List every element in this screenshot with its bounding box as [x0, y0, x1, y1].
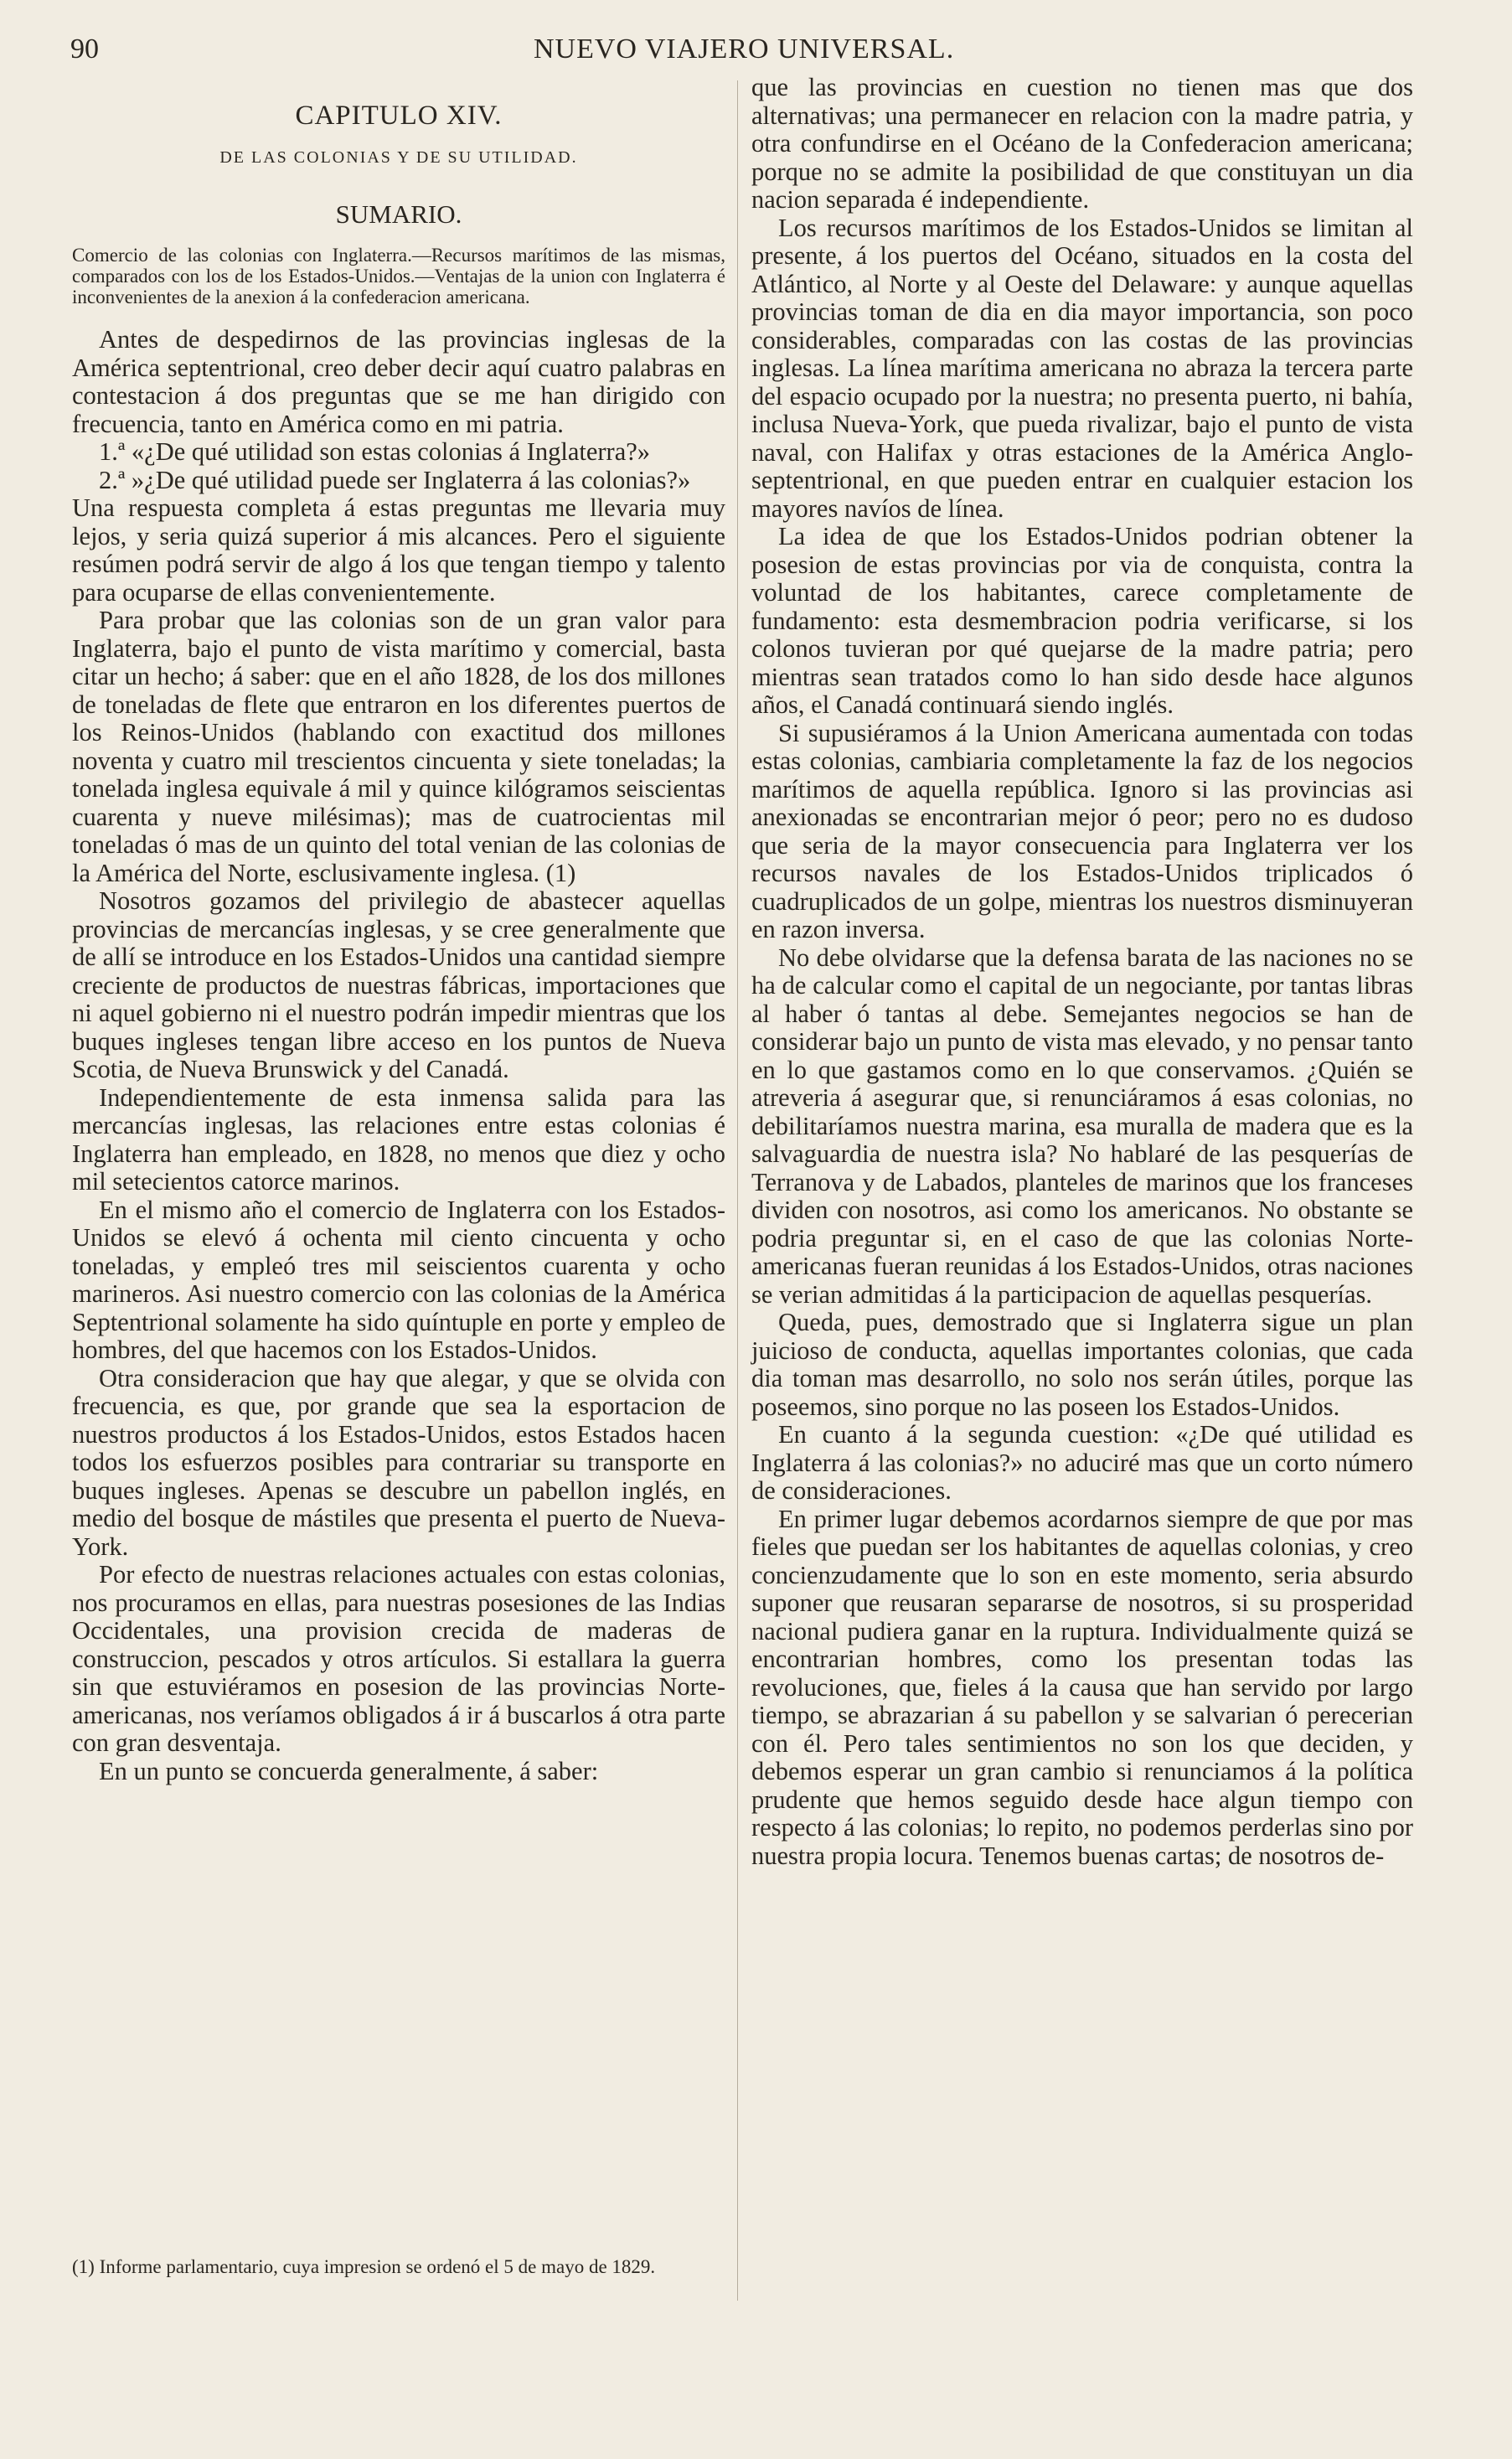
paragraph: Si supusiéramos á la Union Americana aumentada con todas estas colonias, cambiaria completamente la faz de los negocios marítimos de aquella república. Ignoro si las provincias asi anexionadas se encontrarian mejor ó peor; pero no es dudoso que seria de la mayor consecuencia para Inglaterra ver los recursos navales de los Estados-Unidos triplicados ó cuadruplicados de un golpe, mientras los nuestros disminuyeran en razon inversa.	[751, 718, 1413, 943]
paragraph: En el mismo año el comercio de Inglaterra con los Estados-Unidos se elevó á ochenta mil ciento cincuenta y ocho toneladas, y empleó tres mil seiscientos cuarenta y ocho marineros. Asi nuestro comercio con las colonias de la América Septentrional solamente ha sido quíntuple en porte y empleo de hombres, del que hacemos con los Estados-Unidos.	[72, 1195, 725, 1364]
sumario-text: Comercio de las colonias con Inglaterra.—Recursos marítimos de las mismas, comparados con los de los Estados-Unidos.—Ventajas de la union con Inglaterra é inconvenientes de la anexion á la confederacion americana.	[72, 245, 725, 307]
running-title: NUEVO VIAJERO UNIVERSAL.	[534, 34, 955, 65]
sumario-title: SUMARIO.	[335, 199, 462, 229]
footnote: (1) Informe parlamentario, cuya impresion se ordenó el 5 de mayo de 1829.	[72, 2256, 656, 2277]
chapter-title: CAPITULO XIV.	[295, 101, 503, 131]
paragraph: La idea de que los Estados-Unidos podrian obtener la posesion de estas provincias por via de conquista, contra la voluntad de los habitantes, carece completamente de fundamento: esta desmembracion podria verificarse, si los colonos tuvieran por qué quejarse de la madre patria; pero mientras sean tratados como lo han sido desde hace algunos años, el Canadá continuará siendo inglés.	[751, 522, 1413, 719]
paragraph: Por efecto de nuestras relaciones actuales con estas colonias, nos procuramos en ellas, para nuestras posesiones de las Indias Occidentales, una provision crecida de maderas de construccion, pescados y otros artículos. Si estallara la guerra sin que estuviéramos en posesion de las provincias Norte-americanas, nos veríamos obligados á ir á buscarlos á otra parte con gran desventaja.	[72, 1560, 725, 1757]
paragraph: En un punto se concuerda generalmente, á saber:	[99, 1756, 599, 1785]
paragraph: Para probar que las colonias son de un gran valor para Inglaterra, bajo el punto de vista marítimo y comercial, basta citar un hecho; á saber: que en el año 1828, de los dos millones de toneladas de flete que entraron en los diferentes puertos de los Reinos-Unidos (hablando con exactitud dos millones noventa y cuatro mil trescientos cincuenta y siete toneladas; la tonelada inglesa equivale á mil y quince kilógramos seiscientas cuarenta y nueve milésimas); mas de cuatrocientas mil toneladas ó mas de un quinto del total venian de las colonias de la América del Norte, esclusivamente inglesa. (1)	[72, 606, 725, 887]
page-number: 90	[70, 34, 99, 65]
column-divider	[737, 80, 738, 2301]
paragraph: En primer lugar debemos acordarnos siempre de que por mas fieles que puedan ser los habitantes de aquellas colonias, y creo concienzudamente que lo son en este momento, seria absurdo suponer que reusaran separarse de nosotros, si su prosperidad nacional pudiera ganar en la ruptura. Individualmente quizá se encontrarian hombres, como los presentan todas las revoluciones, que, fieles á la causa que han servido por largo tiempo, se abrazarian á su pabellon y se salvarian ó perecerian con él. Pero tales sentimientos no son los que deciden, y debemos esperar un gran cambio si renunciamos á la política prudente que hemos seguido desde hace algun tiempo con respecto á las colonias; lo repito, no podemos perderlas sino por nuestra propia locura. Tenemos buenas cartas; de nosotros de-	[751, 1504, 1413, 1870]
right-column	[751, 74, 1413, 1870]
paragraph: Independientemente de esta inmensa salida para las mercancías inglesas, las relaciones entre estas colonias é Inglaterra han empleado, en 1828, no menos que diez y ocho mil setecientos catorce marinos.	[72, 1082, 725, 1196]
paragraph: Antes de despedirnos de las provincias inglesas de la América septentrional, creo deber decir aquí cuatro palabras en contestacion á dos preguntas que se me han dirigido con frecuencia, tanto en América como en mi patria.	[72, 325, 725, 438]
paragraph: No debe olvidarse que la defensa barata de las naciones no se ha de calcular como el capital de un negociante, por tantas libras al haber ó tantas al debe. Semejantes negocios se han de considerar bajo un punto de vista mas elevado, y no pensar tanto en lo que gastamos como en lo que conservamos. ¿Quién se atreveria á asegurar que, si renunciáramos á esas colonias, no debilitaríamos nuestra marina, esa muralla de madera que es la salvaguardia de nuestra isla? No hablaré de las pesquerías de Terranova y de Labados, planteles de marinos que los franceses dividen con nosotros, asi como los americanos. No obstante se podria preguntar si, en el caso de que las colonias Norte-americanas fueran reunidas á los Estados-Unidos, otras naciones se verian admitidas á la participacion de aquellas pesquerías.	[751, 943, 1413, 1309]
left-column	[72, 101, 725, 1785]
paragraph: Otra consideracion que hay que alegar, y que se olvida con frecuencia, es que, por grande que sea la esportacion de nuestros productos á los Estados-Unidos, estos Estados hacen todos los esfuerzos posibles para contrariar su transporte en buques ingleses. Apenas se descubre un pabellon inglés, en medio del bosque de mástiles que presenta el puerto de Nueva-York.	[72, 1363, 725, 1561]
paragraph: Queda, pues, demostrado que si Inglaterra sigue un plan juicioso de conducta, aquellas importantes colonias, que cada dia toman mas desarrollo, no solo nos serán útiles, porque las poseemos, sino porque no las poseen los Estados-Unidos.	[751, 1308, 1413, 1421]
paragraph: En cuanto á la segunda cuestion: «¿De qué utilidad es Inglaterra á las colonias?» no aduciré mas que un corto número de consideraciones.	[751, 1420, 1413, 1505]
chapter-subtitle: DE LAS COLONIAS Y DE SU UTILIDAD.	[219, 148, 578, 167]
paragraph: 1.ª «¿De qué utilidad son estas colonias á Inglaterra?»	[99, 437, 651, 466]
paragraph: Nosotros gozamos del privilegio de abastecer aquellas provincias de mercancías inglesas, y se cree generalmente que de allí se introduce en los Estados-Unidos una cantidad siempre creciente de productos de nuestras fábricas, importaciones que ni aquel gobierno ni el nuestro podrán impedir mientras que los buques ingleses tengan libre acceso en los puntos de Nueva Scotia, de Nueva Brunswick y del Canadá.	[72, 886, 725, 1083]
paragraph: Los recursos marítimos de los Estados-Unidos se limitan al presente, á los puertos del Océano, situados en la costa del Atlántico, al Norte y al Oeste del Delaware: y aunque aquellas provincias toman de dia en dia mayor importancia, son poco considerables, comparadas con las costas de las provincias inglesas. La línea marítima americana no abraza la tercera parte del espacio ocupado por la nuestra; no presenta puerto, ni bahía, inclusa Nueva-York, que pueda rivalizar, bajo el punto de vista naval, con Halifax y otras estaciones de la América Anglo-septentrional, en que pueden entrar en cualquier estacion los mayores navíos de línea.	[751, 213, 1413, 523]
paragraph: 2.ª »¿De qué utilidad puede ser Inglaterra á las colonias?»	[99, 465, 691, 494]
paragraph: que las provincias en cuestion no tienen mas que dos alternativas; una permanecer en relacion con la madre patria, y otra confundirse en el Océano de la Confederacion americana; porque no se admite la posibilidad de que constituyan un dia nacion separada é independiente.	[751, 73, 1413, 214]
paragraph: Una respuesta completa á estas preguntas me llevaria muy lejos, y seria quizá superior á mis alcances. Pero el siguiente resúmen podrá servir de algo á los que tengan tiempo y talento para ocuparse de ellas convenientemente.	[72, 493, 725, 607]
